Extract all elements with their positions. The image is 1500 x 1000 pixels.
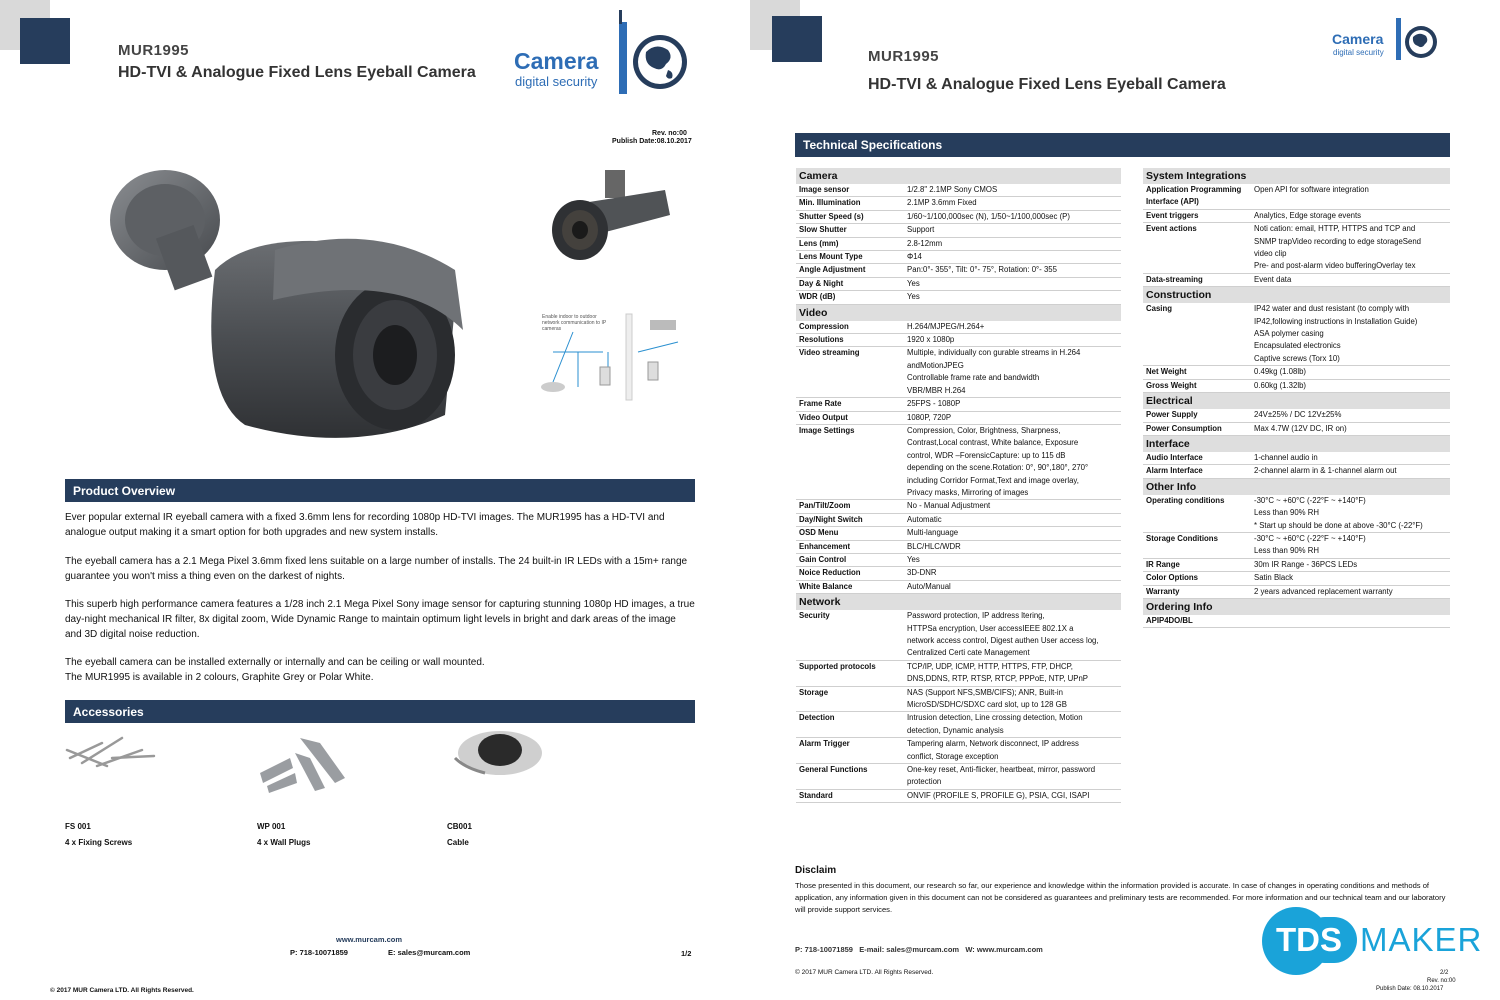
logo-subtitle: digital security (515, 74, 598, 89)
globe-icon (616, 10, 696, 100)
spec-row (796, 291, 1121, 304)
spec-row (796, 764, 1121, 790)
spec-group-header: Ordering Info (1143, 599, 1450, 615)
spec-key: Lens Mount Type (799, 252, 863, 262)
spec-row (796, 554, 1121, 567)
spec-value-line: Max 4.7W (12V DC, IR on) (1254, 423, 1347, 433)
spec-row (796, 790, 1121, 803)
spec-table-left (796, 168, 1121, 803)
spec-key: White Balance (799, 581, 853, 591)
spec-row (796, 514, 1121, 527)
spec-value (1254, 223, 1450, 273)
spec-value (907, 581, 1121, 593)
spec-key: Data-streaming (1146, 274, 1203, 284)
spec-value-line: network access control, Digest authen User access log, (907, 636, 1099, 645)
spec-value (907, 541, 1121, 553)
spec-value-line: Compression, Color, Brightness, Sharpness, (907, 425, 1061, 435)
watermark-left-text: TDS (1276, 921, 1342, 958)
spec-row (796, 738, 1121, 764)
spec-key: Frame Rate (799, 399, 842, 409)
spec-value-line: 30m IR Range - 36PCS LEDs (1254, 559, 1358, 569)
spec-key: Angle Adjustment (799, 265, 866, 275)
spec-key: Application Programming Interface (API) (1146, 185, 1242, 207)
spec-key: OSD Menu (799, 528, 839, 538)
spec-value (1254, 303, 1450, 365)
spec-key: Security (799, 611, 830, 621)
publish-date: Publish Date:08.10.2017 (612, 138, 692, 145)
spec-key: Operating conditions (1146, 495, 1225, 505)
spec-value (1254, 380, 1450, 392)
spec-key: Supported protocols (799, 661, 876, 671)
spec-value-line: 24V±25% / DC 12V±25% (1254, 410, 1342, 420)
spec-value (907, 661, 1121, 686)
spec-value (907, 500, 1121, 512)
revision: Rev. no:00 (652, 130, 687, 137)
spec-key: Color Options (1146, 573, 1198, 583)
spec-row (1143, 409, 1450, 422)
product-overview-header: Product Overview (65, 479, 695, 502)
spec-row (796, 251, 1121, 264)
spec-value-line: Yes (907, 292, 920, 302)
spec-key: Compression (799, 321, 849, 331)
spec-key: Casing (1146, 304, 1172, 314)
spec-value-line: 2.1MP 3.6mm Fixed (907, 198, 977, 208)
spec-key: Warranty (1146, 586, 1180, 596)
spec-row (1143, 366, 1450, 379)
spec-group-header: Network (796, 594, 1121, 610)
spec-value-line: VBR/MBR H.264 (907, 385, 966, 395)
spec-value (1254, 586, 1450, 598)
spec-value-line: Yes (907, 554, 920, 564)
spec-key: Resolutions (799, 335, 844, 345)
spec-key: Alarm Trigger (799, 739, 850, 749)
spec-row (1143, 184, 1450, 210)
spec-value (907, 554, 1121, 566)
spec-row (796, 238, 1121, 251)
spec-key: Standard (799, 790, 833, 800)
spec-value-line: HTTPSa encryption, User accessIEEE 802.1X a (907, 623, 1074, 633)
spec-key: Video Output (799, 412, 848, 422)
spec-value-line: andMotionJPEG (907, 360, 964, 370)
corner-block (20, 18, 70, 64)
spec-value (1254, 366, 1450, 378)
spec-value-line: Satin Black (1254, 573, 1294, 583)
spec-row (1143, 533, 1450, 559)
disclaim-text: Those presented in this document, our research so far, our experience and knowledge within the information provided is accurate. In case of changes in operating conditions and methods of application, any information given in this document can not be considered as guarantees and preliminary tests are recommended. For more information and our technical team and our laboratory will provide support services. (795, 881, 1446, 914)
spec-value (907, 610, 1121, 660)
footer-phone: P: 718-10071859 (290, 948, 348, 957)
spec-row (796, 197, 1121, 210)
spec-value-line: conflict, Storage exception (907, 751, 999, 761)
spec-value (1254, 533, 1450, 558)
accessory-code-3: CB001 (447, 822, 472, 831)
spec-key: Video streaming (799, 348, 860, 358)
spec-value-line: 3D-DNR (907, 568, 937, 578)
spec-value (907, 264, 1121, 276)
spec-value (1254, 559, 1450, 571)
spec-value-line: ASA polymer casing (1254, 329, 1324, 339)
spec-value (907, 527, 1121, 539)
spec-value-line: Auto/Manual (907, 581, 951, 591)
spec-key: Lens (mm) (799, 238, 839, 248)
spec-value-line: 0.49kg (1.08lb) (1254, 367, 1307, 377)
spec-value (907, 184, 1121, 196)
spec-value (1254, 184, 1450, 209)
accessories-header: Accessories (65, 700, 695, 723)
spec-value-line: 1/60~1/100,000sec (N), 1/50~1/100,000sec (P) (907, 211, 1070, 221)
spec-row (1143, 223, 1450, 274)
website-link[interactable]: www.murcam.com (336, 935, 402, 944)
watermark-right-text: MAKER (1360, 921, 1483, 958)
accessory-desc-2: 4 x Wall Plugs (257, 838, 311, 847)
spec-value (1254, 452, 1450, 464)
spec-value-line: TCP/IP, UDP, ICMP, HTTP, HTTPS, FTP, DHCP, (907, 661, 1073, 671)
spec-value (907, 278, 1121, 290)
spec-value-line: including Corridor Format,Text and image overlay, (907, 475, 1079, 485)
spec-group-header: Other Info (1143, 479, 1450, 495)
spec-key: Enhancement (799, 541, 851, 551)
camera-thumbnail-image (550, 165, 675, 265)
spec-group-header: Camera (796, 168, 1121, 184)
document-title: HD-TVI & Analogue Fixed Lens Eyeball Camera (868, 76, 1226, 93)
spec-value-line: detection, Dynamic analysis (907, 725, 1004, 735)
spec-group-header: Electrical (1143, 393, 1450, 409)
spec-key: Detection (799, 713, 835, 723)
spec-value-line: IP42,following instructions in Installation Guide) (1254, 316, 1418, 326)
spec-value (1254, 274, 1450, 286)
spec-group-header: Interface (1143, 436, 1450, 452)
spec-row (796, 321, 1121, 334)
spec-value-line: 1-channel audio in (1254, 452, 1318, 462)
spec-key: Gain Control (799, 554, 847, 564)
spec-group-header: System Integrations (1143, 168, 1450, 184)
disclaim-title: Disclaim (795, 865, 837, 876)
spec-group-header: Video (796, 305, 1121, 321)
overview-paragraph-4: The eyeball camera can be installed externally or internally and can be ceiling or wall mounted. The MUR1995 is available in 2 colours, Graphite Grey or Polar White. (65, 657, 485, 683)
accessory-desc-3: Cable (447, 838, 469, 847)
spec-row (796, 712, 1121, 738)
spec-row (796, 500, 1121, 513)
spec-value-line: 2.8-12mm (907, 238, 943, 248)
spec-value-line: Multiple, individually con gurable streams in H.264 (907, 348, 1081, 358)
spec-key: Slow Shutter (799, 225, 847, 235)
spec-key: WDR (dB) (799, 292, 836, 302)
spec-value (907, 567, 1121, 579)
spec-key: Storage Conditions (1146, 533, 1218, 543)
overview-paragraph-3: This superb high performance camera features a 1/28 inch 2.1 Mega Pixel Sony image sensor for capturing stunning 1080p HD images, a true day-night mechanical IR filter, 8x digital zoom, Wide Dynamic Range to maintain optimum light levels in bright and dark areas of the image and 3D digital noise reduction. (65, 599, 695, 640)
spec-value-line: Yes (907, 278, 920, 288)
spec-value-line: No - Manual Adjustment (907, 501, 991, 511)
spec-value-line: video clip (1254, 249, 1287, 259)
spec-value-line: Less than 90% RH (1254, 546, 1320, 556)
spec-key: Day/Night Switch (799, 514, 863, 524)
spec-value-line: BLC/HLC/WDR (907, 541, 961, 551)
spec-value-line: Open API for software integration (1254, 185, 1369, 194)
spec-key: General Functions (799, 765, 868, 775)
spec-value (907, 687, 1121, 712)
spec-row (796, 184, 1121, 197)
spec-value-line: 1/2.8" 2.1MP Sony CMOS (907, 185, 998, 194)
spec-key: Power Supply (1146, 410, 1198, 420)
spec-value-line: Privacy masks, Mirroring of images (907, 487, 1029, 497)
diagram-caption: Enable indoor to outdoor network communication to IP cameras (542, 314, 607, 332)
spec-value (907, 321, 1121, 333)
spec-value (907, 347, 1121, 397)
spec-key: APIP4DO/BL (1146, 615, 1193, 625)
spec-value-line: 25FPS - 1080P (907, 399, 961, 409)
spec-group-header: Construction (1143, 287, 1450, 303)
spec-value-line: Controllable frame rate and bandwidth (907, 373, 1040, 383)
spec-key: Day & Night (799, 278, 844, 288)
spec-value-line: Multi-language (907, 528, 959, 538)
overview-paragraph-2: The eyeball camera has a 2.1 Mega Pixel 3.6mm fixed lens suitable on a large number of installs. The 24 built-in IR LEDs with a 15m+ range guarantee you won't miss a thing even on the darkest of nights. (65, 556, 688, 582)
spec-key: Shutter Speed (s) (799, 211, 864, 221)
spec-value-line: Pan:0°- 355°, Tilt: 0°- 75°, Rotation: 0°- 355 (907, 265, 1057, 275)
spec-key: Audio Interface (1146, 452, 1203, 462)
spec-value-line: Intrusion detection, Line crossing detection, Motion (907, 713, 1083, 723)
spec-key: Event triggers (1146, 210, 1199, 220)
spec-value-line: 1920 x 1080p (907, 335, 955, 345)
spec-value (907, 211, 1121, 223)
spec-value-line: Encapsulated electronics (1254, 341, 1341, 351)
spec-row (1143, 465, 1450, 478)
spec-value (907, 738, 1121, 763)
wall-plugs-image (255, 728, 355, 793)
spec-key: Net Weight (1146, 367, 1187, 377)
spec-value (907, 197, 1121, 209)
spec-row (796, 527, 1121, 540)
spec-key: Noice Reduction (799, 568, 861, 578)
spec-table-right (1143, 168, 1450, 628)
spec-value (1254, 210, 1450, 222)
logo-word: Camera (1332, 31, 1384, 47)
spec-row (1143, 572, 1450, 585)
cable-image (445, 728, 545, 783)
fixing-screws-image (62, 728, 162, 773)
spec-row (1143, 274, 1450, 287)
spec-row (1143, 586, 1450, 599)
spec-value-line: Automatic (907, 514, 942, 524)
camera-logo (1332, 10, 1442, 65)
spec-value-line: Pre- and post-alarm video bufferingOverlay tex (1254, 261, 1416, 271)
spec-value-line: Less than 90% RH (1254, 508, 1320, 518)
spec-row (796, 425, 1121, 500)
spec-value (907, 712, 1121, 737)
spec-value (1254, 465, 1450, 477)
spec-value (907, 334, 1121, 346)
logo-word: Camera (514, 48, 599, 74)
spec-row (796, 398, 1121, 411)
spec-value-line: One-key reset, Anti-flicker, heartbeat, mirror, password (907, 765, 1096, 775)
spec-key: Power Consumption (1146, 423, 1222, 433)
spec-value-line: * Start up should be done at above -30°C (-22°F) (1254, 520, 1423, 530)
spec-value-line: Captive screws (Torx 10) (1254, 353, 1340, 363)
spec-key: Gross Weight (1146, 380, 1197, 390)
accessory-desc-1: 4 x Fixing Screws (65, 838, 133, 847)
footer-email[interactable]: E: sales@murcam.com (388, 948, 471, 957)
spec-value-line: ONVIF (PROFILE S, PROFILE G), PSIA, CGI, ISAPI (907, 790, 1090, 800)
spec-value (907, 251, 1121, 263)
spec-row (1143, 452, 1450, 465)
spec-value-line: Φ14 (907, 252, 922, 262)
spec-value-line: SNMP trapVideo recording to edge storageSend (1254, 236, 1422, 246)
page-number: 2/2 (1440, 970, 1449, 976)
spec-value-line: Contrast,Local contrast, White balance, Exposure (907, 438, 1079, 448)
spec-row (1143, 210, 1450, 223)
spec-row (1143, 495, 1450, 533)
spec-value-line: Centralized Certi cate Management (907, 648, 1030, 658)
page-number: 1/2 (681, 949, 692, 958)
spec-row (796, 581, 1121, 594)
technical-specifications-header: Technical Specifications (795, 133, 1450, 157)
spec-value-line: Support (907, 225, 935, 235)
spec-row (1143, 615, 1450, 628)
spec-value (1254, 423, 1450, 435)
spec-value (1254, 409, 1450, 421)
spec-key: Storage (799, 687, 829, 697)
spec-value-line: DNS,DDNS, RTP, RTSP, RTCP, PPPoE, NTP, UPnP (907, 674, 1088, 684)
spec-row (796, 264, 1121, 277)
overview-paragraph-1: Ever popular external IR eyeball camera with a fixed 3.6mm lens for recording 1080p HD-TVI images. The MUR1995 has a HD-TVI and analogue output making it a smart option for both upgrades and new system installs. (65, 512, 665, 538)
copyright: © 2017 MUR Camera LTD. All Rights Reserved. (50, 987, 194, 994)
model-number: MUR1995 (868, 48, 940, 65)
logo-subtitle: digital security (1333, 48, 1384, 57)
tds-maker-watermark (1262, 907, 1482, 975)
spec-value-line: Tampering alarm, Network disconnect, IP address (907, 739, 1079, 749)
spec-value (907, 425, 1121, 499)
model-number: MUR1995 (118, 42, 190, 59)
spec-key: IR Range (1146, 559, 1180, 569)
spec-key: Image sensor (799, 185, 850, 194)
spec-value (1254, 572, 1450, 584)
spec-row (796, 278, 1121, 291)
spec-row (1143, 380, 1450, 393)
accessory-code-2: WP 001 (257, 822, 286, 831)
footer-contact: P: 718-10071859 E-mail: sales@murcam.com W: www.murcam.com (795, 945, 1043, 954)
spec-row (796, 347, 1121, 398)
spec-row (1143, 423, 1450, 436)
spec-key: Image Settings (799, 425, 855, 435)
spec-value-line: 1080P, 720P (907, 412, 952, 422)
spec-value-line: -30°C ~ +60°C (-22°F ~ +140°F) (1254, 533, 1366, 543)
spec-value-line: MicroSD/SDHC/SDXC card slot, up to 128 GB (907, 700, 1067, 710)
spec-value-line: protection (907, 777, 942, 787)
spec-value-line: control, WDR –ForensicCapture: up to 115 dB (907, 450, 1066, 460)
spec-key: Min. Illumination (799, 198, 861, 208)
spec-value-line: NAS (Support NFS,SMB/CIFS); ANR, Built-in (907, 687, 1063, 697)
spec-row (796, 687, 1121, 713)
spec-value-line: H.264/MJPEG/H.264+ (907, 321, 985, 331)
spec-value-line: Password protection, IP address ltering, (907, 611, 1045, 621)
accessory-code-1: FS 001 (65, 822, 91, 831)
spec-value (907, 790, 1121, 802)
spec-value (1254, 615, 1450, 627)
page-2 (750, 0, 1500, 1000)
spec-row (796, 412, 1121, 425)
globe-icon (1394, 10, 1442, 65)
spec-row (796, 610, 1121, 661)
spec-value (907, 291, 1121, 303)
spec-row (796, 211, 1121, 224)
spec-value (907, 398, 1121, 410)
revision: Rev. no:00 (1427, 978, 1456, 984)
spec-value-line: 0.60kg (1.32lb) (1254, 380, 1307, 390)
spec-row (796, 224, 1121, 237)
publish-date: Publish Date: 08.10.2017 (1376, 986, 1444, 992)
spec-value (907, 224, 1121, 236)
spec-value (907, 764, 1121, 789)
spec-value-line: Event data (1254, 274, 1292, 284)
spec-value-line: IP42 water and dust resistant (to comply with (1254, 304, 1410, 314)
spec-value (1254, 495, 1450, 532)
spec-value (907, 514, 1121, 526)
spec-value-line: 2-channel alarm in & 1-channel alarm out (1254, 466, 1397, 476)
spec-value-line: depending on the scene.Rotation: 0°, 90°,180°, 270° (907, 463, 1089, 473)
camera-logo (512, 10, 692, 100)
camera-product-image (105, 160, 470, 460)
copyright: © 2017 MUR Camera LTD. All Rights Reserved. (795, 969, 934, 976)
spec-row (1143, 559, 1450, 572)
spec-value-line: Noti cation: email, HTTP, HTTPS and TCP and (1254, 224, 1416, 234)
spec-key: Event actions (1146, 224, 1197, 234)
spec-key: Pan/Tilt/Zoom (799, 501, 851, 511)
document-title: HD-TVI & Analogue Fixed Lens Eyeball Camera (118, 64, 476, 81)
spec-value-line: Analytics, Edge storage events (1254, 210, 1362, 220)
spec-row (796, 541, 1121, 554)
corner-block (772, 16, 822, 62)
spec-value-line: 2 years advanced replacement warranty (1254, 586, 1393, 596)
spec-value (907, 238, 1121, 250)
spec-value-line: -30°C ~ +60°C (-22°F ~ +140°F) (1254, 495, 1366, 505)
spec-row (1143, 303, 1450, 366)
spec-row (796, 661, 1121, 687)
spec-row (796, 334, 1121, 347)
spec-row (796, 567, 1121, 580)
spec-key: Alarm Interface (1146, 466, 1203, 476)
spec-value (907, 412, 1121, 424)
